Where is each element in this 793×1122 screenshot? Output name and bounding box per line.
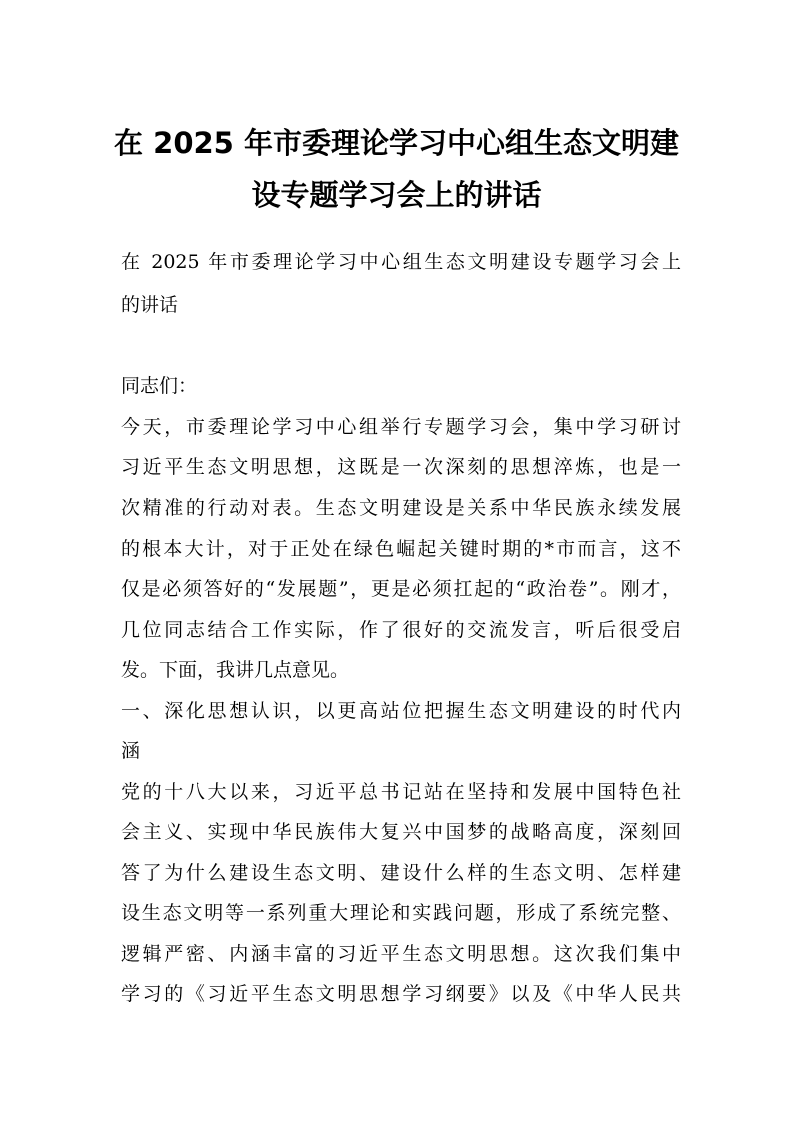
body-line: 答了为什么建设生态文明、建设什么样的生态文明、怎样建	[121, 862, 681, 884]
body-line: 设生态文明等一系列重大理论和实践问题，形成了系统完整、	[121, 902, 681, 924]
body-line: 会主义、实现中华民族伟大复兴中国梦的战略高度，深刻回	[121, 821, 681, 843]
body-line: 次精准的行动对表。生态文明建设是关系中华民族永续发展	[121, 497, 681, 519]
body-line: 发。下面，我讲几点意见。	[121, 659, 350, 681]
section-heading-line: 一、深化思想认识，以更高站位把握生态文明建设的时代内	[121, 700, 681, 722]
body-line: 仅是必须答好的“发展题”，更是必须扛起的“政治卷”。刚才，	[121, 578, 681, 600]
section-heading-line: 涵	[121, 740, 141, 762]
document-title-line-1: 在 2025 年市委理论学习中心组生态文明建	[114, 126, 679, 160]
subtitle-line-2: 的讲话	[121, 294, 179, 316]
body-line: 学习的《习近平生态文明思想学习纲要》以及《中华人民共	[121, 983, 681, 1005]
body-line: 几位同志结合工作实际，作了很好的交流发言，听后很受启	[121, 619, 681, 641]
body-line: 党的十八大以来，习近平总书记站在坚持和发展中国特色社	[121, 781, 681, 803]
document-title-line-2: 设专题学习会上的讲话	[251, 178, 542, 212]
salutation: 同志们：	[121, 375, 198, 397]
body-line: 的根本大计，对于正处在绿色崛起关键时期的*市而言，这不	[121, 538, 681, 560]
body-line: 习近平生态文明思想，这既是一次深刻的思想淬炼，也是一	[121, 456, 681, 478]
body-line: 今天，市委理论学习中心组举行专题学习会，集中学习研讨	[121, 416, 681, 438]
body-line: 逻辑严密、内涵丰富的习近平生态文明思想。这次我们集中	[121, 943, 681, 965]
subtitle-line-1: 在 2025 年市委理论学习中心组生态文明建设专题学习会上	[121, 251, 681, 273]
